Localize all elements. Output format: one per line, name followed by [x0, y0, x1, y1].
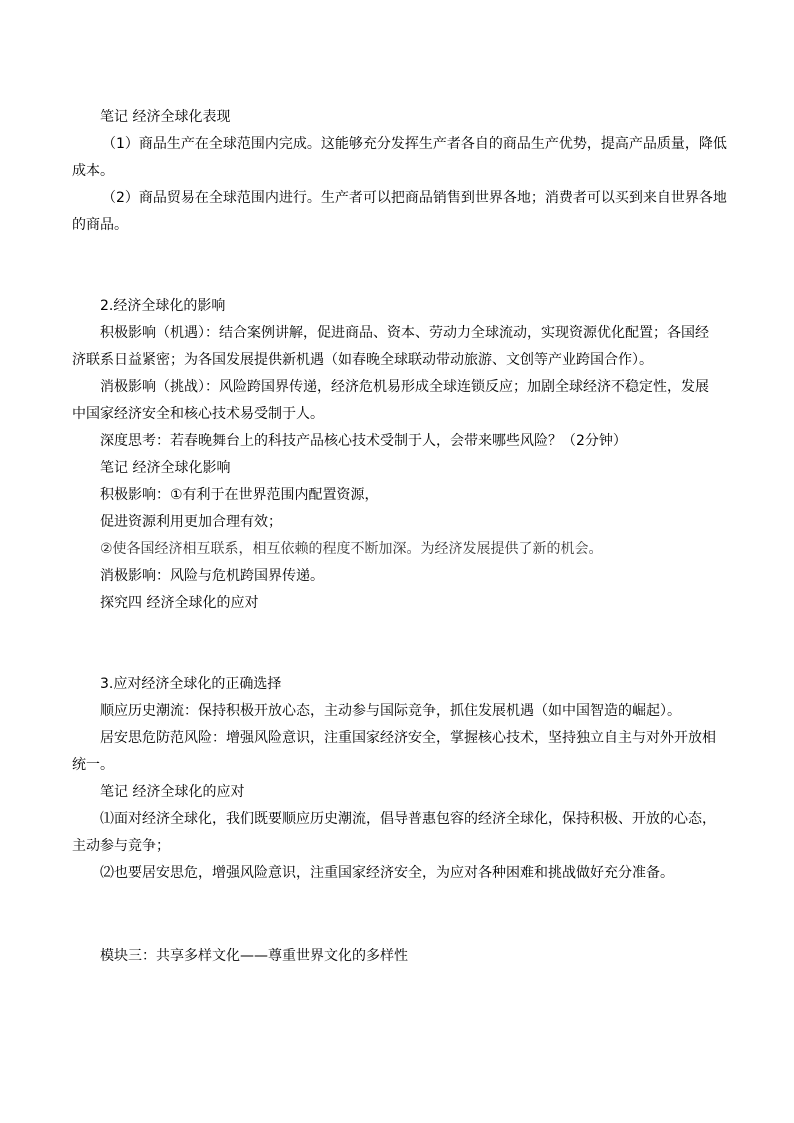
note-title-globalization-impact: 笔记 经济全球化影响: [100, 460, 231, 476]
paragraph-text: 中国家经济安全和核心技术易受制于人。: [72, 406, 324, 422]
deep-thinking-question: 深度思考：若春晚舞台上的科技产品核心技术受制于人，会带来哪些风险？（2分钟）: [100, 433, 627, 449]
paragraph-text: 成本。: [72, 163, 114, 179]
paragraph-text: 消极影响：风险与危机跨国界传递。: [100, 568, 324, 584]
spacer: [72, 266, 722, 293]
paragraph-text: （2）商品贸易在全球范围内进行。生产者可以把商品销售到世界各地；消费者可以买到来自世界各地: [102, 190, 727, 206]
spacer: [72, 239, 722, 266]
section-heading-impact: 2.经济全球化的影响: [100, 298, 226, 314]
paragraph-text: 统一。: [72, 757, 114, 773]
paragraph-text: ②使各国经济相互联系，相互依赖的程度不断加深。为经济发展提供了新的机会。: [100, 541, 603, 557]
paragraph-text: 的商品。: [72, 217, 128, 233]
spacer: [72, 617, 722, 644]
paragraph-text: （1）商品生产在全球范围内完成。这能够充分发挥生产者各自的商品生产优势，提高产品质量，降低: [102, 136, 727, 152]
section-heading-response: 3.应对经济全球化的正确选择: [100, 676, 282, 692]
paragraph-text: ⑵也要居安思危，增强风险意识，注重国家经济安全，为应对各种困难和挑战做好充分准备。: [100, 865, 674, 881]
module-title: 模块三：共享多样文化——尊重世界文化的多样性: [100, 948, 408, 964]
paragraph-text: 主动参与竞争；: [72, 838, 170, 854]
spacer: [72, 887, 722, 914]
paragraph-text: 积极影响：①有利于在世界范围内配置资源，: [100, 487, 379, 503]
note-title-globalization-manifestation: 笔记 经济全球化表现: [100, 109, 231, 125]
paragraph-text: 济联系日益紧密；为各国发展提供新机遇（如春晚全球联动带动旅游、文创等产业跨国合作）。: [72, 352, 653, 368]
explore-heading: 探究四 经济全球化的应对: [100, 595, 259, 611]
paragraph-text: ⑴面对经济全球化，我们既要顺应历史潮流，倡导普惠包容的经济全球化，保持积极、开放的心态，: [100, 811, 716, 827]
spacer: [72, 914, 722, 943]
spacer: [72, 644, 722, 671]
note-title-globalization-response: 笔记 经济全球化的应对: [100, 784, 245, 800]
paragraph-text: 积极影响（机遇）：结合案例讲解，促进商品、资本、劳动力全球流动，实现资源优化配置；各国经: [100, 325, 709, 341]
paragraph-text: 居安思危防范风险：增强风险意识，注重国家经济安全，掌握核心技术，坚持独立自主与对外开放相: [100, 730, 716, 746]
paragraph-text: 消极影响（挑战）：风险跨国界传递，经济危机易形成全球连锁反应；加剧全球经济不稳定性，发展: [100, 379, 709, 395]
paragraph-text: 顺应历史潮流：保持积极开放心态，主动参与国际竞争，抓住发展机遇（如中国智造的崛起）。: [100, 703, 681, 719]
paragraph-text: 促进资源利用更加合理有效；: [100, 514, 282, 530]
document-body: [72, 104, 727, 970]
